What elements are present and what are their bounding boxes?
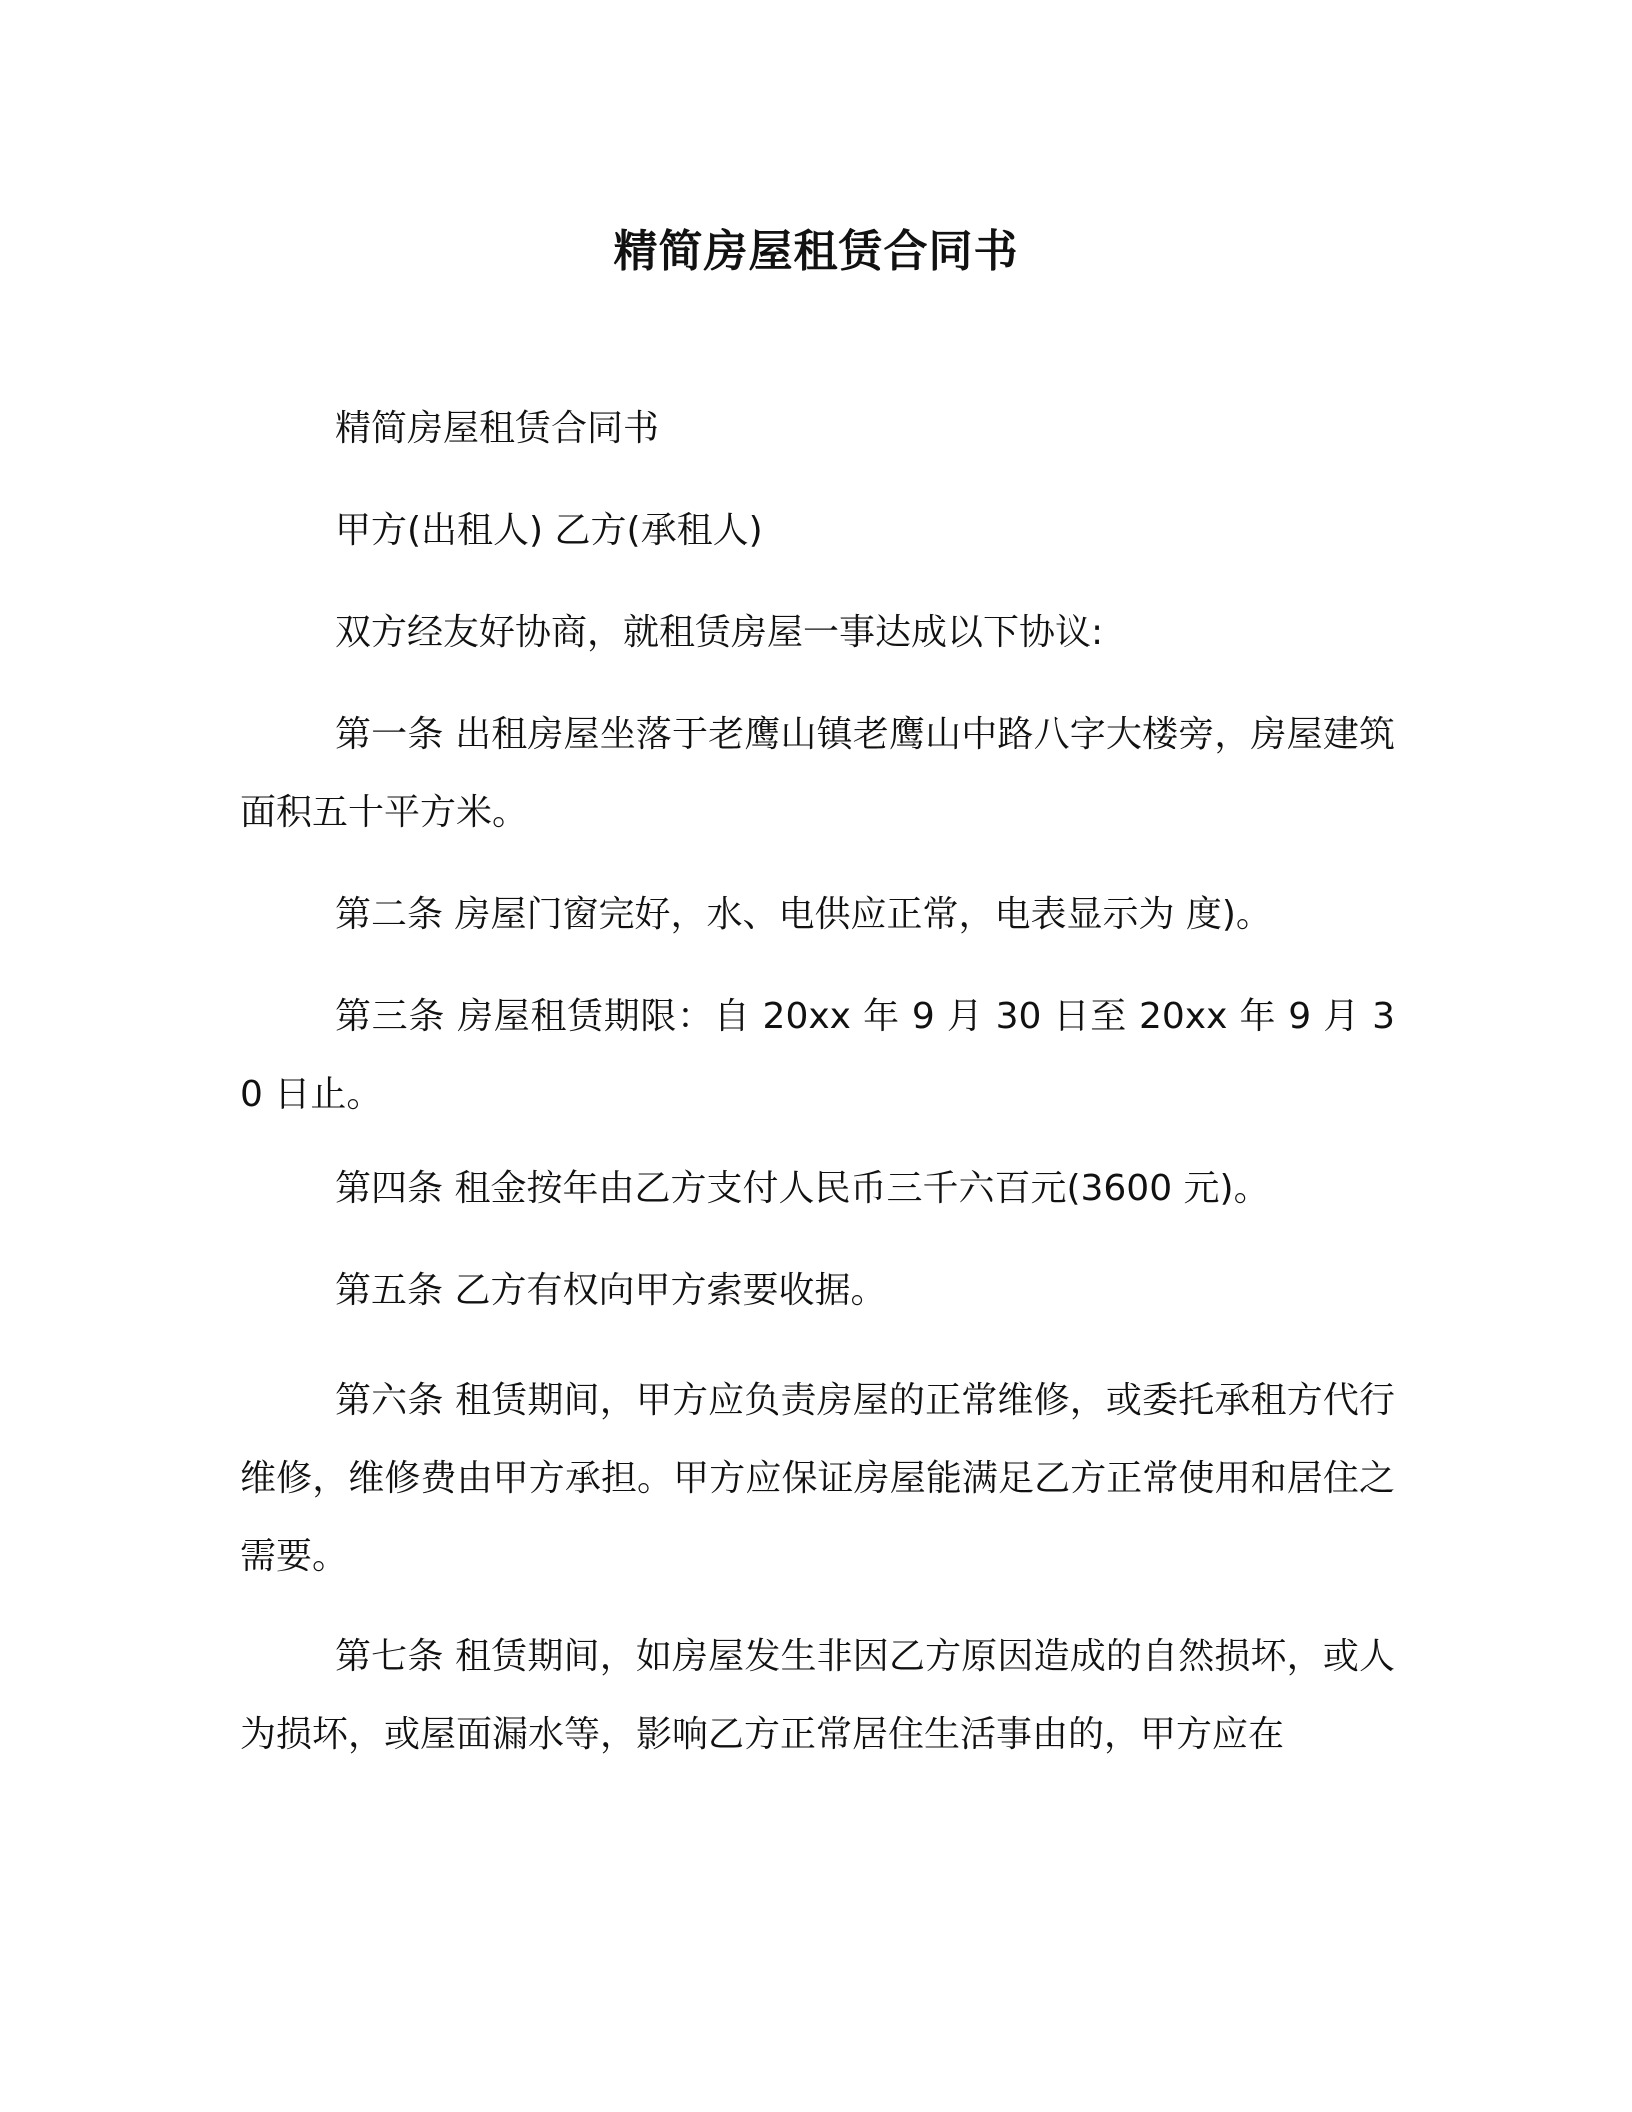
document-title: 精简房屋租赁合同书 <box>613 226 1019 277</box>
clause-4: 第四条 租金按年由乙方支付人民币三千六百元(3600 元)。 <box>335 1168 1270 1209</box>
clause-2: 第二条 房屋门窗完好，水、电供应正常，电表显示为 度)。 <box>335 894 1272 935</box>
clause-5: 第五条 乙方有权向甲方索要收据。 <box>335 1270 887 1311</box>
clause-6: 第六条 租赁期间，甲方应负责房屋的正常维修，或委托承租方代行维修，维修费由甲方承担。甲方应保证房屋能满足乙方正常使用和居住之需要。 <box>240 1380 1395 1577</box>
clause-1: 第一条 出租房屋坐落于老鹰山镇老鹰山中路八字大楼旁，房屋建筑面积五十平方米。 <box>240 714 1395 833</box>
paragraph-heading: 精简房屋租赁合同书 <box>335 408 660 449</box>
clause-7: 第七条 租赁期间，如房屋发生非因乙方原因造成的自然损坏，或人为损坏，或屋面漏水等，影响乙方正常居住生活事由的，甲方应在 <box>240 1636 1395 1755</box>
paragraph-intro: 双方经友好协商，就租赁房屋一事达成以下协议: <box>335 612 1104 653</box>
paragraph-parties: 甲方(出租人) 乙方(承租人) <box>335 510 763 551</box>
clause-3: 第三条 房屋租赁期限：自 20xx 年 9 月 30 日至 20xx 年 9 月 30 日止。 <box>240 996 1395 1115</box>
